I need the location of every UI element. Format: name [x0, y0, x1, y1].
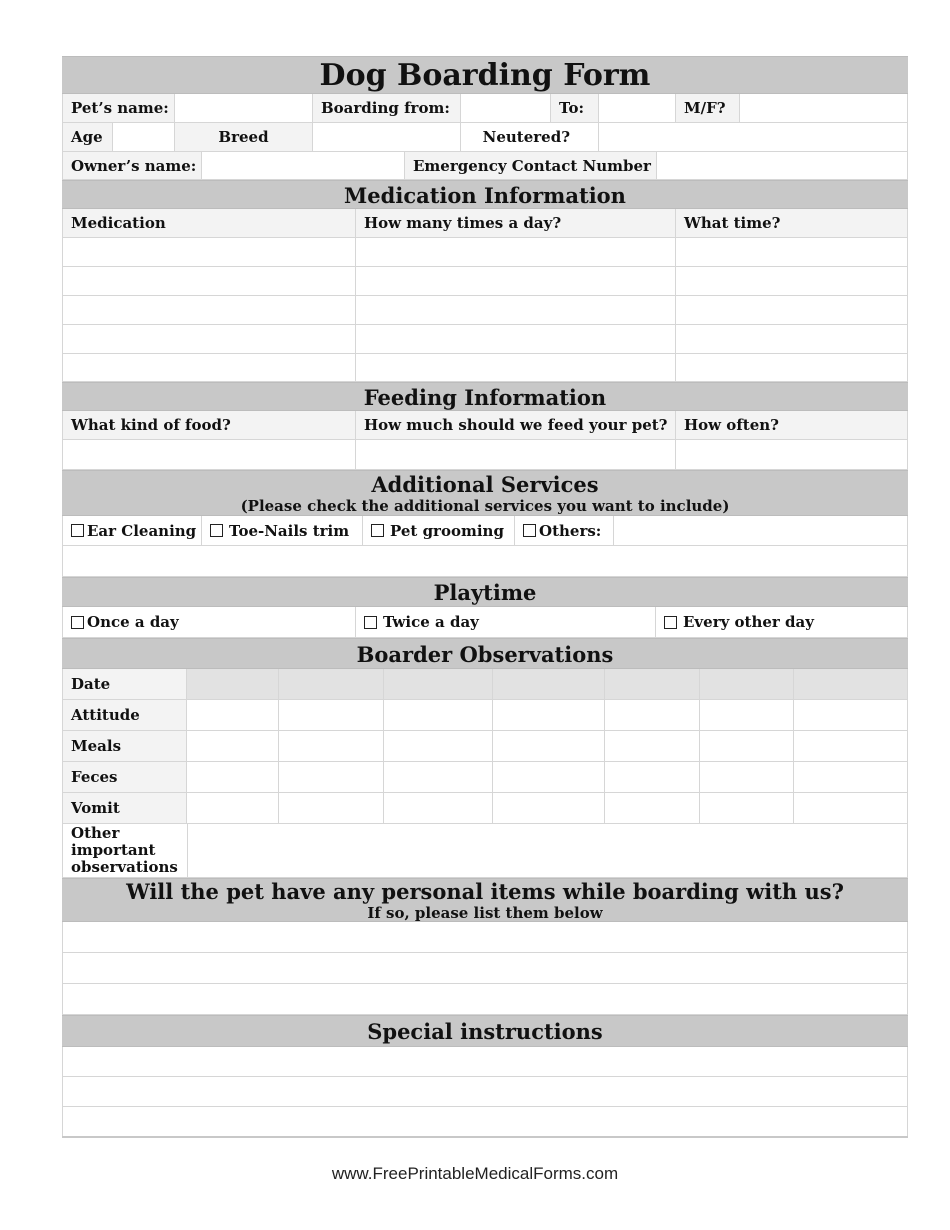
- services-section-title: Additional Services: [371, 472, 599, 497]
- special-instructions-title: Special instructions: [62, 1015, 908, 1047]
- observation-cell[interactable]: [605, 793, 700, 823]
- ear-cleaning-option[interactable]: [62, 516, 202, 545]
- observation-row-other: [62, 824, 908, 878]
- medication-field[interactable]: [62, 354, 356, 381]
- twice-a-day-label: Twice a day: [383, 613, 479, 631]
- observation-cell[interactable]: [493, 731, 605, 761]
- observation-cell[interactable]: [279, 793, 384, 823]
- times-per-day-field[interactable]: [356, 238, 676, 266]
- feed-frequency-field[interactable]: [676, 440, 908, 469]
- observation-cell[interactable]: [493, 669, 605, 699]
- personal-item-line[interactable]: [62, 984, 908, 1014]
- age-label: Age: [62, 123, 113, 151]
- observation-row-label: Attitude: [62, 700, 187, 730]
- others-option[interactable]: [515, 516, 614, 545]
- pet-grooming-checkbox[interactable]: [371, 524, 384, 537]
- neutered-field[interactable]: [599, 123, 908, 151]
- observation-cell[interactable]: [605, 700, 700, 730]
- food-amount-field[interactable]: [356, 440, 676, 469]
- pets-name-field[interactable]: [175, 94, 313, 122]
- medication-field[interactable]: [62, 267, 356, 295]
- once-a-day-checkbox[interactable]: [71, 616, 84, 629]
- pet-grooming-label: Pet grooming: [390, 521, 504, 540]
- observation-cell[interactable]: [605, 731, 700, 761]
- observation-row-vomit: [62, 793, 908, 824]
- medication-row: [62, 267, 908, 296]
- observation-cell[interactable]: [605, 669, 700, 699]
- emergency-contact-label: Emergency Contact Number: [405, 152, 657, 179]
- observation-cell[interactable]: [700, 793, 794, 823]
- observation-cell[interactable]: [187, 793, 279, 823]
- sex-label: M/F?: [676, 94, 740, 122]
- what-time-field[interactable]: [676, 325, 908, 353]
- food-amount-col-header: How much should we feed your pet?: [356, 411, 676, 439]
- observation-cell[interactable]: [794, 700, 908, 730]
- toe-nails-trim-checkbox[interactable]: [210, 524, 223, 537]
- every-other-day-label: Every other day: [683, 613, 814, 631]
- pet-grooming-option[interactable]: [363, 516, 515, 545]
- what-time-field[interactable]: [676, 267, 908, 295]
- observation-row-feces: [62, 762, 908, 793]
- age-field[interactable]: [113, 123, 175, 151]
- every-other-day-checkbox[interactable]: [664, 616, 677, 629]
- medication-row: [62, 296, 908, 325]
- observation-cell[interactable]: [794, 731, 908, 761]
- observation-cell[interactable]: [794, 669, 908, 699]
- food-kind-col-header: What kind of food?: [62, 411, 356, 439]
- observation-cell[interactable]: [384, 669, 493, 699]
- personal-item-line[interactable]: [62, 922, 908, 952]
- twice-a-day-option[interactable]: [356, 607, 656, 637]
- sex-field[interactable]: [740, 94, 908, 122]
- personal-items-section-header: [62, 878, 908, 922]
- feed-frequency-col-header: How often?: [676, 411, 908, 439]
- medication-col-header: Medication: [62, 209, 356, 237]
- observation-row-label: Vomit: [62, 793, 187, 823]
- ear-cleaning-checkbox[interactable]: [71, 524, 84, 537]
- observation-cell[interactable]: [384, 731, 493, 761]
- boarding-from-label: Boarding from:: [313, 94, 461, 122]
- services-section-header: [62, 470, 908, 516]
- times-per-day-field[interactable]: [356, 325, 676, 353]
- toe-nails-trim-label: Toe-Nails trim: [229, 521, 350, 540]
- times-per-day-col-header: How many times a day?: [356, 209, 676, 237]
- observation-row-meals: [62, 731, 908, 762]
- services-section-subtitle: (Please check the additional services you want to include): [240, 497, 730, 515]
- observation-cell[interactable]: [493, 700, 605, 730]
- services-notes-field[interactable]: [62, 546, 908, 576]
- once-a-day-label: Once a day: [87, 613, 179, 631]
- boarding-form: [62, 56, 908, 1138]
- emergency-contact-field[interactable]: [657, 152, 908, 179]
- observation-cell[interactable]: [794, 793, 908, 823]
- medication-row: [62, 354, 908, 382]
- observation-row-label: Date: [62, 669, 187, 699]
- observation-cell[interactable]: [384, 700, 493, 730]
- observation-cell[interactable]: [700, 762, 794, 792]
- observation-cell[interactable]: [187, 669, 279, 699]
- boarding-to-field[interactable]: [599, 94, 676, 122]
- feeding-section-title: Feeding Information: [62, 382, 908, 411]
- observation-row-date: [62, 669, 908, 700]
- observation-cell[interactable]: [493, 793, 605, 823]
- observation-cell[interactable]: [384, 762, 493, 792]
- times-per-day-field[interactable]: [356, 267, 676, 295]
- medication-field[interactable]: [62, 296, 356, 324]
- observation-cell[interactable]: [794, 762, 908, 792]
- observation-cell[interactable]: [700, 669, 794, 699]
- what-time-col-header: What time?: [676, 209, 908, 237]
- medication-section-title: Medication Information: [62, 180, 908, 209]
- footer-url: www.FreePrintableMedicalForms.com: [331, 1164, 619, 1183]
- special-instructions-line[interactable]: [62, 1077, 908, 1106]
- others-label: Others:: [539, 521, 602, 540]
- other-observations-label: Other important observations: [62, 824, 188, 877]
- other-observations-field[interactable]: [188, 824, 908, 877]
- observation-cell[interactable]: [187, 762, 279, 792]
- boarding-from-field[interactable]: [461, 94, 551, 122]
- what-time-field[interactable]: [676, 354, 908, 381]
- observation-cell[interactable]: [384, 793, 493, 823]
- others-field[interactable]: [614, 516, 908, 545]
- medication-row: [62, 238, 908, 267]
- form-title: Dog Boarding Form: [62, 56, 908, 94]
- twice-a-day-checkbox[interactable]: [364, 616, 377, 629]
- food-kind-field[interactable]: [62, 440, 356, 469]
- observation-cell[interactable]: [605, 762, 700, 792]
- neutered-label: Neutered?: [461, 123, 599, 151]
- observation-row-label: Meals: [62, 731, 187, 761]
- observation-cell[interactable]: [700, 700, 794, 730]
- once-a-day-option[interactable]: [62, 607, 356, 637]
- owners-name-field[interactable]: [202, 152, 405, 179]
- observation-cell[interactable]: [279, 669, 384, 699]
- every-other-day-option[interactable]: [656, 607, 908, 637]
- observation-cell[interactable]: [279, 700, 384, 730]
- observation-cell[interactable]: [279, 731, 384, 761]
- owners-name-label: Owner’s name:: [62, 152, 202, 179]
- toe-nails-trim-option[interactable]: [202, 516, 363, 545]
- medication-row: [62, 325, 908, 354]
- observation-cell[interactable]: [187, 731, 279, 761]
- breed-label: Breed: [175, 123, 313, 151]
- observation-row-attitude: [62, 700, 908, 731]
- medication-field[interactable]: [62, 325, 356, 353]
- special-instructions-line[interactable]: [62, 1047, 908, 1076]
- feeding-row: [62, 440, 908, 470]
- pets-name-label: Pet’s name:: [62, 94, 175, 122]
- observation-cell[interactable]: [279, 762, 384, 792]
- times-per-day-field[interactable]: [356, 296, 676, 324]
- observation-row-label: Feces: [62, 762, 187, 792]
- personal-items-subtitle: If so, please list them below: [367, 904, 603, 922]
- what-time-field[interactable]: [676, 238, 908, 266]
- what-time-field[interactable]: [676, 296, 908, 324]
- boarding-to-label: To:: [551, 94, 599, 122]
- observation-cell[interactable]: [493, 762, 605, 792]
- special-instructions-line[interactable]: [62, 1107, 908, 1136]
- observation-cell[interactable]: [187, 700, 279, 730]
- breed-field[interactable]: [313, 123, 461, 151]
- times-per-day-field[interactable]: [356, 354, 676, 381]
- observations-section-title: Boarder Observations: [62, 638, 908, 669]
- others-checkbox[interactable]: [523, 524, 536, 537]
- medication-field[interactable]: [62, 238, 356, 266]
- personal-item-line[interactable]: [62, 953, 908, 983]
- playtime-section-title: Playtime: [62, 577, 908, 607]
- personal-items-title: Will the pet have any personal items while boarding with us?: [126, 879, 844, 904]
- ear-cleaning-label: Ear Cleaning: [87, 521, 197, 540]
- observation-cell[interactable]: [700, 731, 794, 761]
